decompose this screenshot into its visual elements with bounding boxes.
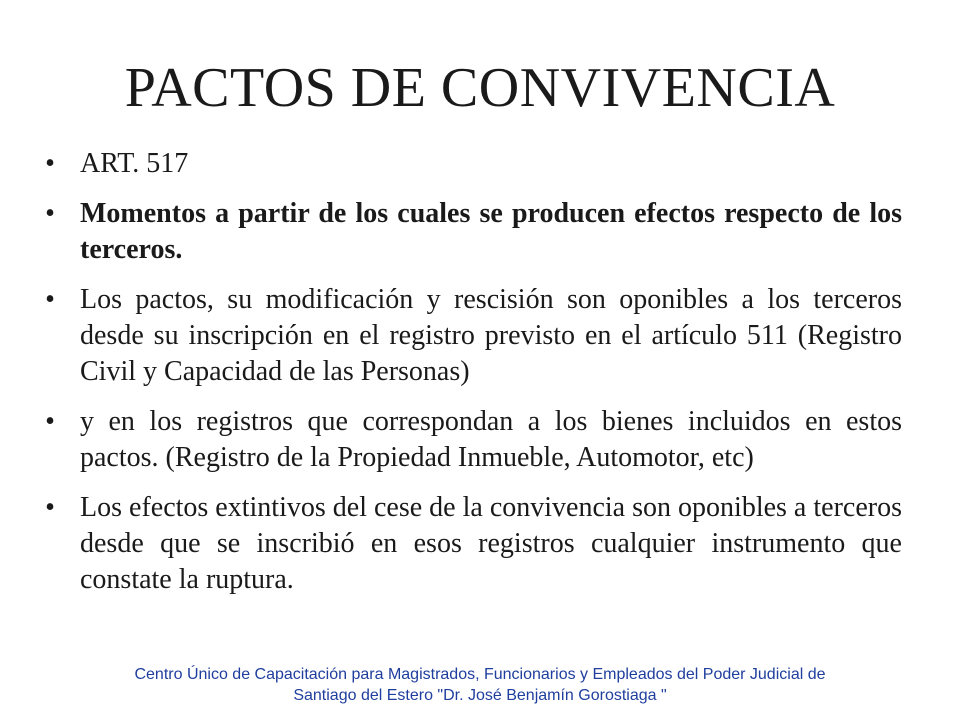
bullet-item-pactos bbox=[40, 282, 902, 390]
bullet-dot-icon: • bbox=[45, 492, 55, 523]
bullet-dot-icon: • bbox=[45, 148, 55, 179]
slide-title: PACTOS DE CONVIVENCIA bbox=[124, 57, 836, 119]
slide-footer bbox=[40, 664, 920, 706]
footer-line-2: Santiago del Estero "Dr. José Benjamín Gorostiaga " bbox=[293, 687, 667, 704]
bullet-dot-icon: • bbox=[45, 284, 55, 315]
bullet-item-registros bbox=[40, 404, 902, 476]
bullet-text: Los pactos, su modificación y rescisión son oponibles a los terceros desde su inscripción en el registro previsto en el artículo 511 (Registro Civil y Capacidad de las Personas) bbox=[80, 284, 902, 387]
bullet-item-efectos bbox=[40, 490, 902, 598]
bullet-dot-icon: • bbox=[45, 406, 55, 437]
bullet-dot-icon: • bbox=[45, 198, 55, 229]
bullet-item-momentos bbox=[40, 196, 902, 268]
bullet-text: Los efectos extintivos del cese de la convivencia son oponibles a terceros desde que se inscribió en esos registros cualquier instrumento que constate la ruptura. bbox=[80, 492, 902, 595]
bullet-text: ART. 517 bbox=[80, 148, 189, 179]
bullet-text: Momentos a partir de los cuales se producen efectos respecto de los terceros. bbox=[80, 198, 902, 265]
bullet-text: y en los registros que correspondan a los bienes incluidos en estos pactos. (Registro de la Propiedad Inmueble, Automotor, etc) bbox=[80, 406, 902, 473]
bullet-list bbox=[40, 146, 902, 612]
footer-line-1: Centro Único de Capacitación para Magistrados, Funcionarios y Empleados del Poder Judicial de bbox=[134, 666, 826, 683]
bullet-item-art bbox=[40, 146, 902, 182]
